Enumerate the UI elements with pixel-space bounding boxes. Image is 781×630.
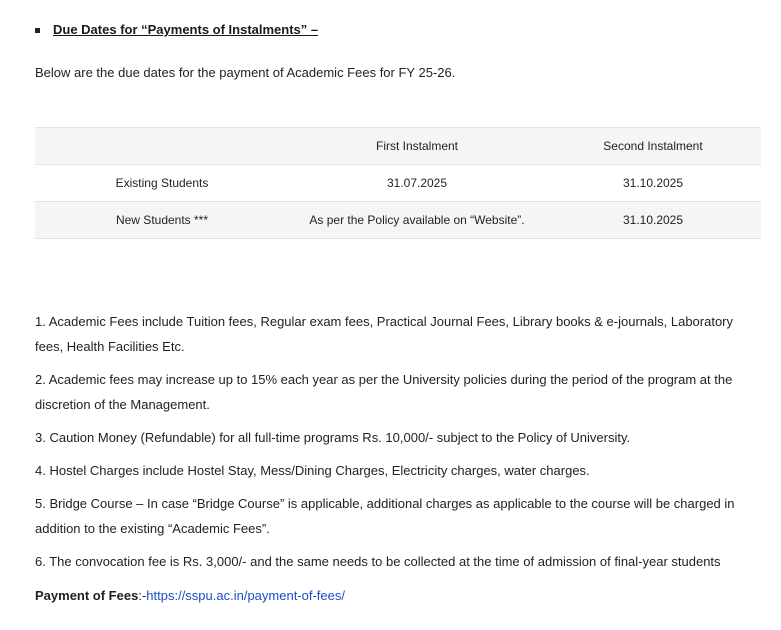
note-item: 6. The convocation fee is Rs. 3,000/- and the same needs to be collected at the time of admission of final-year students (35, 554, 721, 569)
fee-notes-list (35, 309, 759, 582)
table-cell: Existing Students (35, 165, 289, 202)
table-header-cell (35, 128, 289, 165)
section-heading (35, 22, 318, 37)
section-heading-text: Due Dates for “Payments of Instalments” – (53, 22, 319, 37)
payment-of-fees (35, 588, 345, 603)
table-header-cell: First Instalment (289, 128, 545, 165)
table-row (35, 165, 761, 202)
table-header-row (35, 128, 761, 165)
table-row (35, 202, 761, 239)
note-item: 3. Caution Money (Refundable) for all full-time programs Rs. 10,000/- subject to the Policy of University. (35, 430, 631, 445)
bullet-icon (35, 28, 40, 33)
table-cell: 31.10.2025 (545, 202, 761, 239)
table-cell: 31.10.2025 (545, 165, 761, 202)
note-item: 4. Hostel Charges include Hostel Stay, Mess/Dining Charges, Electricity charges, water charges. (35, 463, 590, 478)
table-cell: As per the Policy available on “Website”. (289, 202, 545, 239)
payment-link[interactable]: https://sspu.ac.in/payment-of-fees/ (146, 588, 345, 603)
note-item: 1. Academic Fees include Tuition fees, Regular exam fees, Practical Journal Fees, Library books & e-journals, Laboratory fees, Health Facilities Etc. (35, 314, 734, 354)
payment-separator: :- (138, 588, 147, 603)
due-dates-table (35, 127, 761, 239)
table-cell: New Students *** (35, 202, 289, 239)
note-item: 2. Academic fees may increase up to 15% each year as per the University policies during the period of the program at the discretion of the Management. (35, 372, 733, 412)
payment-label: Payment of Fees (35, 588, 139, 603)
intro-text: Below are the due dates for the payment of Academic Fees for FY 25-26. (35, 65, 456, 80)
table-cell: 31.07.2025 (289, 165, 545, 202)
note-item: 5. Bridge Course – In case “Bridge Course” is applicable, additional charges as applicable to the course will be charged in addition to the existing “Academic Fees”. (35, 496, 735, 536)
table-header-cell: Second Instalment (545, 128, 761, 165)
